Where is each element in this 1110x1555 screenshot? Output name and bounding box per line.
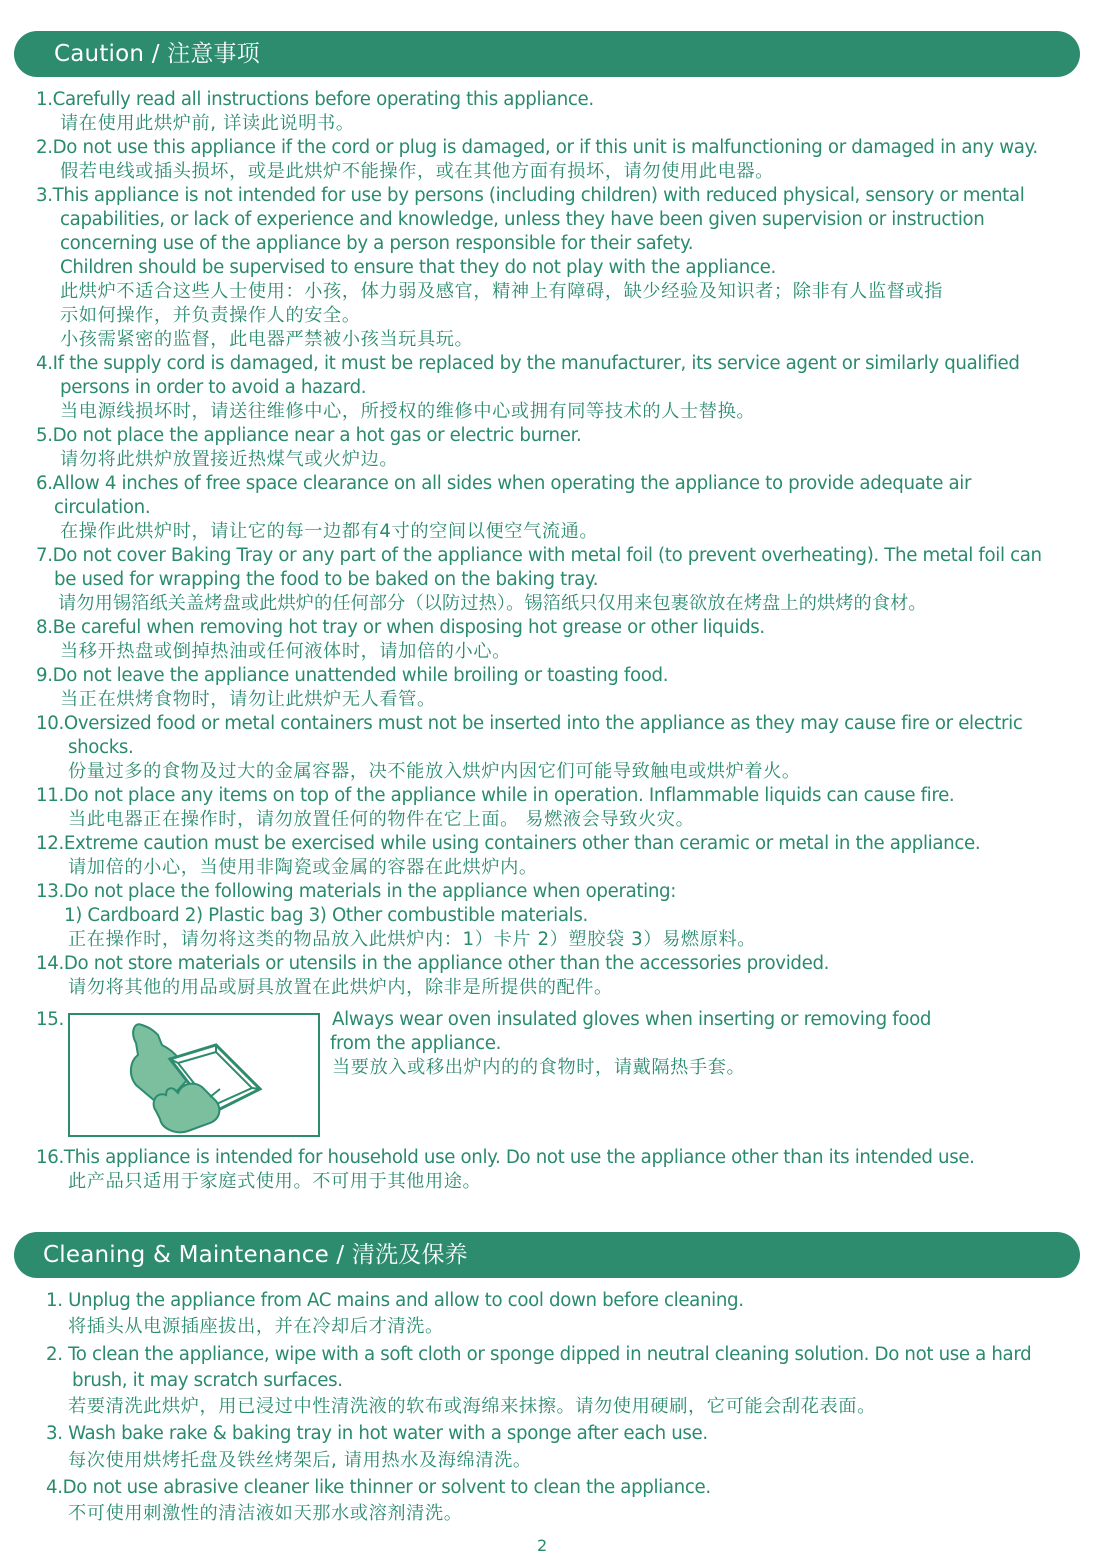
caution-line: from the appliance. bbox=[330, 1033, 502, 1054]
caution-line: 13.Do not place the following materials in the appliance when operating: bbox=[36, 881, 677, 902]
caution-line: 小孩需紧密的监督，此电器严禁被小孩当玩具玩。 bbox=[60, 329, 474, 350]
caution-line: 5.Do not place the appliance near a hot gas or electric burner. bbox=[36, 425, 582, 446]
caution-line: 10.Oversized food or metal containers must not be inserted into the appliance as they may cause fire or electric bbox=[36, 713, 1023, 734]
caution-line: 14.Do not store materials or utensils in the appliance other than the accessories provided. bbox=[36, 953, 830, 974]
caution-line: 当电源线损坏时，请送往维修中心，所授权的维修中心或拥有同等技术的人士替换。 bbox=[60, 401, 756, 422]
caution-line: 请加倍的小心，当使用非陶瓷或金属的容器在此烘炉内。 bbox=[68, 857, 538, 878]
caution-line: 9.Do not leave the appliance unattended while broiling or toasting food. bbox=[36, 665, 669, 686]
caution-line: 7.Do not cover Baking Tray or any part of the appliance with metal foil (to prevent overheating). The metal foil can bbox=[36, 545, 1042, 566]
caution-line: 2.Do not use this appliance if the cord or plug is damaged, or if this unit is malfunctioning or damaged in any way. bbox=[36, 137, 1038, 158]
caution-line: 6.Allow 4 inches of free space clearance on all sides when operating the appliance to provide adequate air bbox=[36, 473, 972, 494]
cleaning-line: 1. Unplug the appliance from AC mains and allow to cool down before cleaning. bbox=[46, 1290, 744, 1311]
caution-line: 12.Extreme caution must be exercised while using containers other than ceramic or metal in the appliance. bbox=[36, 833, 981, 854]
cleaning-header: Cleaning & Maintenance / 清洗及保养 bbox=[14, 1232, 1080, 1278]
cleaning-line: 2. To clean the appliance, wipe with a soft cloth or sponge dipped in neutral cleaning solution. Do not use a hard bbox=[46, 1344, 1032, 1365]
caution-line: be used for wrapping the food to be baked on the baking tray. bbox=[54, 569, 599, 590]
cleaning-line: brush, it may scratch surfaces. bbox=[72, 1370, 343, 1391]
caution-line: 8.Be careful when removing hot tray or when disposing hot grease or other liquids. bbox=[36, 617, 765, 638]
caution-line-number: 15. bbox=[36, 1009, 64, 1030]
caution-line: 在操作此烘炉时，请让它的每一边都有4寸的空间以便空气流通。 bbox=[60, 521, 599, 542]
caution-line: Always wear oven insulated gloves when inserting or removing food bbox=[332, 1009, 932, 1030]
caution-line: 份量过多的食物及过大的金属容器，决不能放入烘炉内因它们可能导致触电或烘炉着火。 bbox=[68, 761, 801, 782]
caution-line: concerning use of the appliance by a person responsible for their safety. bbox=[60, 233, 694, 254]
caution-header: Caution / 注意事项 bbox=[14, 31, 1080, 77]
caution-line: 假若电线或插头损坏，或是此烘炉不能操作，或在其他方面有损坏，请勿使用此电器。 bbox=[60, 161, 774, 182]
cleaning-line: 每次使用烘烤托盘及铁丝烤架后, 请用热水及海绵清洗。 bbox=[68, 1450, 532, 1471]
cleaning-line: 3. Wash bake rake & baking tray in hot water with a sponge after each use. bbox=[46, 1423, 708, 1444]
caution-line: 示如何操作，并负责操作人的安全。 bbox=[60, 305, 361, 326]
caution-line: circulation. bbox=[54, 497, 151, 518]
caution-line: 请勿将此烘炉放置接近热煤气或火炉边。 bbox=[60, 449, 399, 470]
caution-line: persons in order to avoid a hazard. bbox=[60, 377, 367, 398]
cleaning-line: 4.Do not use abrasive cleaner like thinner or solvent to clean the appliance. bbox=[46, 1477, 711, 1498]
caution-line: 当要放入或移出炉内的的食物时，请戴隔热手套。 bbox=[332, 1057, 746, 1078]
caution-line: 此烘炉不适合这些人士使用：小孩，体力弱及感官，精神上有障碍，缺少经验及知识者；除非有人监督或指 bbox=[60, 281, 944, 302]
caution-line: 请勿用锡箔纸关盖烤盘或此烘炉的任何部分（以防过热）。锡箔纸只仅用来包裹欲放在烤盘上的烘烤的食材。 bbox=[58, 593, 927, 614]
caution-line: 16.This appliance is intended for household use only. Do not use the appliance other than its intended use. bbox=[36, 1147, 975, 1168]
oven-gloves-icon bbox=[70, 1015, 318, 1135]
caution-line: 正在操作时，请勿将这类的物品放入此烘炉内：1）卡片 2）塑胶袋 3）易燃原料。 bbox=[68, 929, 757, 950]
cleaning-line: 不可使用刺激性的清洁液如天那水或溶剂清洗。 bbox=[68, 1503, 463, 1524]
cleaning-line: 将插头从电源插座拔出，并在冷却后才清洗。 bbox=[68, 1316, 444, 1337]
caution-line: 1) Cardboard 2) Plastic bag 3) Other combustible materials. bbox=[64, 905, 588, 926]
caution-line: 当正在烘烤食物时，请勿让此烘炉无人看管。 bbox=[60, 689, 436, 710]
caution-line: 请在使用此烘炉前, 详读此说明书。 bbox=[60, 113, 355, 134]
cleaning-line: 若要清洗此烘炉，用已浸过中性清洗液的软布或海绵来抹擦。请勿使用硬刷，它可能会刮花表面。 bbox=[68, 1396, 876, 1417]
caution-line: capabilities, or lack of experience and knowledge, unless they have been given supervision or instruction bbox=[60, 209, 985, 230]
caution-line: 此产品只适用于家庭式使用。不可用于其他用途。 bbox=[68, 1171, 482, 1192]
caution-line: 4.If the supply cord is damaged, it must be replaced by the manufacturer, its service agent or similarly qualified bbox=[36, 353, 1020, 374]
page-number: 2 bbox=[537, 1536, 548, 1555]
gloves-illustration bbox=[68, 1013, 320, 1137]
caution-line: shocks. bbox=[68, 737, 134, 758]
caution-line: 当此电器正在操作时，请勿放置任何的物件在它上面。 易燃液会导致火灾。 bbox=[68, 809, 695, 830]
caution-line: Children should be supervised to ensure that they do not play with the appliance. bbox=[60, 257, 776, 278]
caution-line: 11.Do not place any items on top of the appliance while in operation. Inflammable liquids can cause fire. bbox=[36, 785, 955, 806]
caution-line: 当移开热盘或倒掉热油或任何液体时，请加倍的小心。 bbox=[60, 641, 511, 662]
caution-line: 3.This appliance is not intended for use by persons (including children) with reduced physical, sensory or mental bbox=[36, 185, 1025, 206]
caution-line: 请勿将其他的用品或厨具放置在此烘炉内，除非是所提供的配件。 bbox=[68, 977, 613, 998]
caution-line: 1.Carefully read all instructions before operating this appliance. bbox=[36, 89, 594, 110]
